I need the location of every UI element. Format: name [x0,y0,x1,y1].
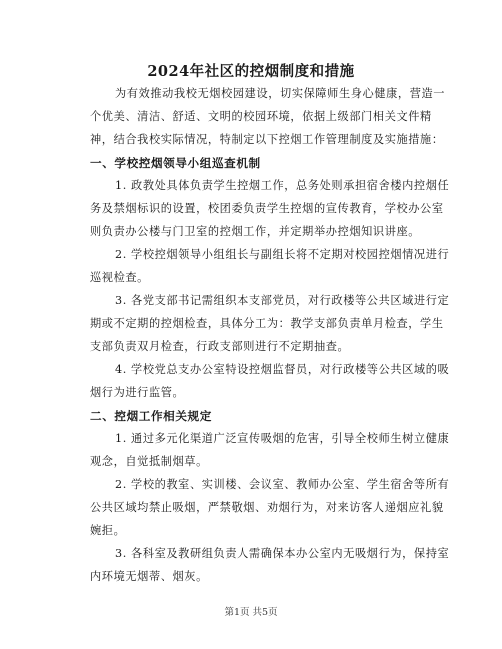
intro-line: 为有效推动我校无烟校园建设，切实保障师生身心健康，营造一 [115,87,446,100]
paragraph-line: 1. 通过多元化渠道广泛宣传吸烟的危害，引导全校师生树立健康 [115,432,450,445]
paragraph-line: 巡视检查。 [90,271,149,284]
paragraph-line: 1. 政教处具体负责学生控烟工作，总务处则承担宿舍楼内控烟任 [115,179,450,192]
paragraph-line: 观念，自觉抵制烟草。 [90,455,208,468]
paragraph-line: 3. 各党支部书记需组织本支部党员，对行政楼等公共区域进行定 [115,294,450,307]
paragraph-line: 内环境无烟蒂、烟灰。 [90,570,208,583]
paragraph-line: 3. 各科室及教研组负责人需确保本办公室内无吸烟行为，保持室 [115,547,450,560]
document-title: 2024年社区的控烟制度和措施 [147,63,355,80]
section-heading: 一、学校控烟领导小组巡查机制 [90,156,261,170]
paragraph-line: 2. 学校的教室、实训楼、会议室、教师办公室、学生宿舍等所有 [115,478,450,491]
page-number: 第1页 共5页 [224,607,278,618]
intro-line: 个优美、清洁、舒适、文明的校园环境，依据上级部门相关文件精 [90,110,432,123]
paragraph-line: 烟行为进行监管。 [90,386,185,399]
section-heading: 二、控烟工作相关规定 [90,409,212,423]
paragraph-line: 4. 学校党总支办公室特设控烟监督员，对行政楼等公共区域的吸 [115,363,450,376]
paragraph-line: 公共区域均禁止吸烟，严禁敬烟、劝烟行为，对来访客人递烟应礼貌 [90,501,444,514]
paragraph-line: 支部负责双月检查，行政支部则进行不定期抽查。 [90,340,350,353]
paragraph-line: 期或不定期的控烟检查，具体分工为：教学支部负责单月检查，学生 [90,317,444,330]
paragraph-line: 2. 学校控烟领导小组组长与副组长将不定期对校园控烟情况进行 [115,248,450,261]
intro-line: 神，结合我校实际情况，特制定以下控烟工作管理制度及实施措施： [90,133,444,146]
paragraph-line: 婉拒。 [90,524,126,537]
paragraph-line: 则负责办公楼与门卫室的控烟工作，并定期举办控烟知识讲座。 [90,225,421,238]
paragraph-line: 务及禁烟标识的设置，校团委负责学生控烟的宣传教育，学校办公室 [90,202,444,215]
